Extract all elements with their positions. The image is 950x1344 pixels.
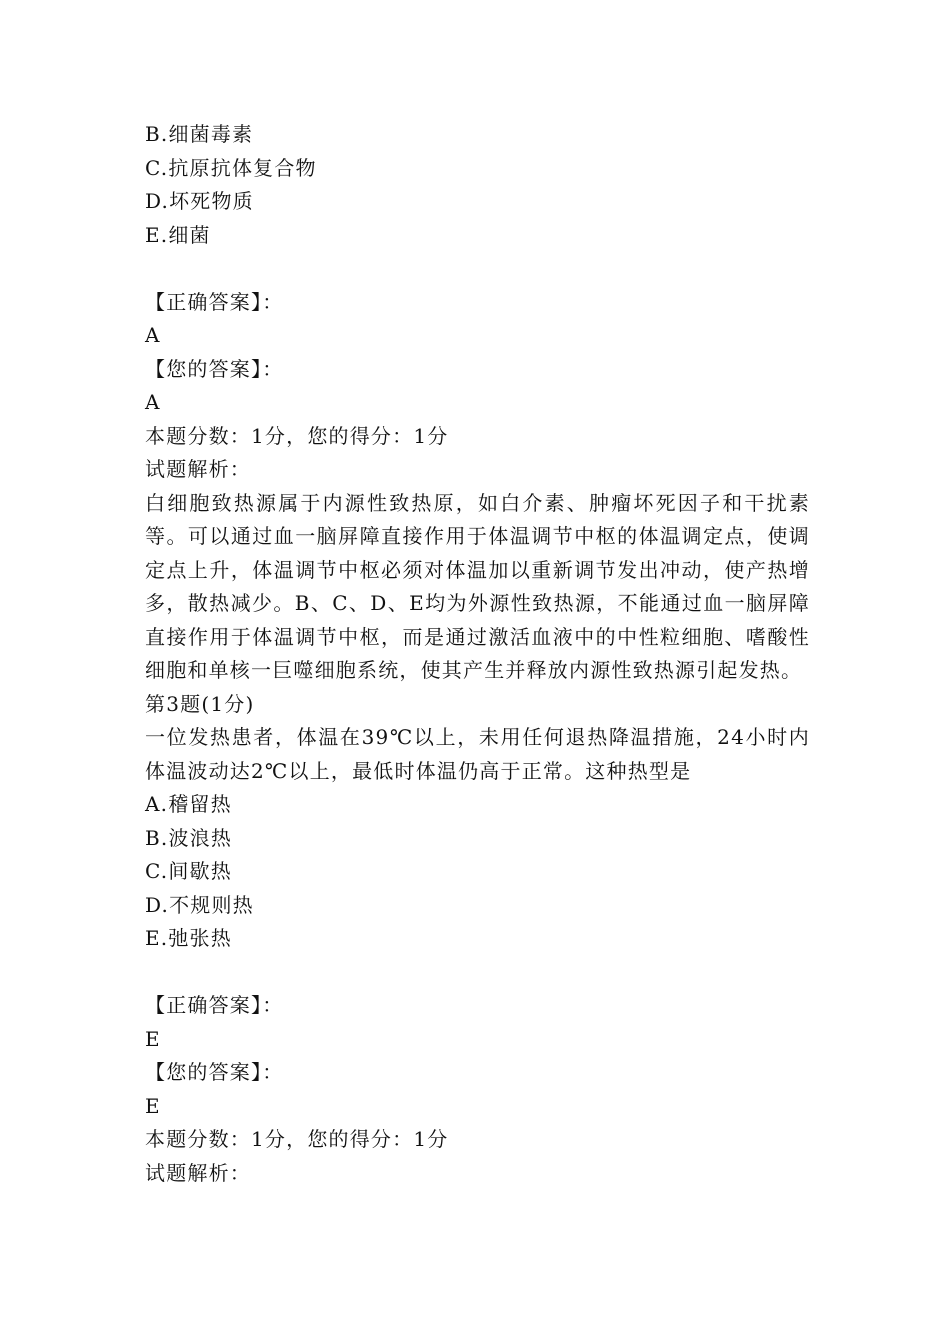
- q2-option-b: B.细菌毒素: [145, 122, 254, 146]
- q2-correct-answer-label: 【正确答案】：: [145, 289, 284, 314]
- q2-option-d: D.坏死物质: [145, 189, 254, 213]
- spacer: [145, 252, 810, 286]
- q3-option-e: E.弛张热: [145, 926, 232, 950]
- q2-option-c: C.抗原抗体复合物: [145, 155, 317, 180]
- q3-your-answer-value: E: [145, 1093, 161, 1118]
- q3-question-stem: 一位发热患者，体温在39℃以上，未用任何退热降温措施，24小时内体温波动达2℃以上，最低时体温仍高于正常。这种热型是: [145, 725, 810, 783]
- q3-score: 本题分数：1分，您的得分：1分: [145, 1127, 449, 1151]
- q2-analysis-label: 试题解析：: [145, 457, 251, 481]
- q3-option-b: B.波浪热: [145, 825, 233, 850]
- q3-option-a: A.稽留热: [145, 792, 232, 816]
- q2-correct-answer-value: A: [145, 323, 161, 347]
- q2-option-e: E.细菌: [145, 222, 211, 247]
- q3-your-answer-label: 【您的答案】：: [145, 1060, 284, 1084]
- q2-score: 本题分数：1分，您的得分：1分: [145, 423, 449, 448]
- q2-your-answer-label: 【您的答案】：: [145, 356, 284, 381]
- q2-your-answer-value: A: [145, 390, 161, 414]
- q3-correct-answer-label: 【正确答案】：: [145, 993, 284, 1017]
- q3-heading: 第3题(1分): [145, 691, 255, 716]
- q3-option-d: D.不规则热: [145, 892, 254, 917]
- spacer: [145, 956, 810, 990]
- q2-analysis-text: 白细胞致热源属于内源性致热原，如白介素、肿瘤坏死因子和干扰素等。可以通过血一脑屏障直接作用于体温调节中枢的体温调定点，使调定点上升，体温调节中枢必须对体温加以重新调节发出冲动，使产热增多，散热减少。B、C、D、E均为外源性致热源，不能通过血一脑屏障直接作用于体温调节中枢，而是通过激活血液中的中性粒细胞、嗜酸性细胞和单核一巨噬细胞系统，使其产生并释放内源性致热源引起发热。: [145, 490, 810, 682]
- q3-correct-answer-value: E: [145, 1026, 161, 1051]
- document-page: [145, 118, 810, 1190]
- q3-analysis-label: 试题解析：: [145, 1160, 251, 1185]
- q3-option-c: C.间歇热: [145, 859, 232, 883]
